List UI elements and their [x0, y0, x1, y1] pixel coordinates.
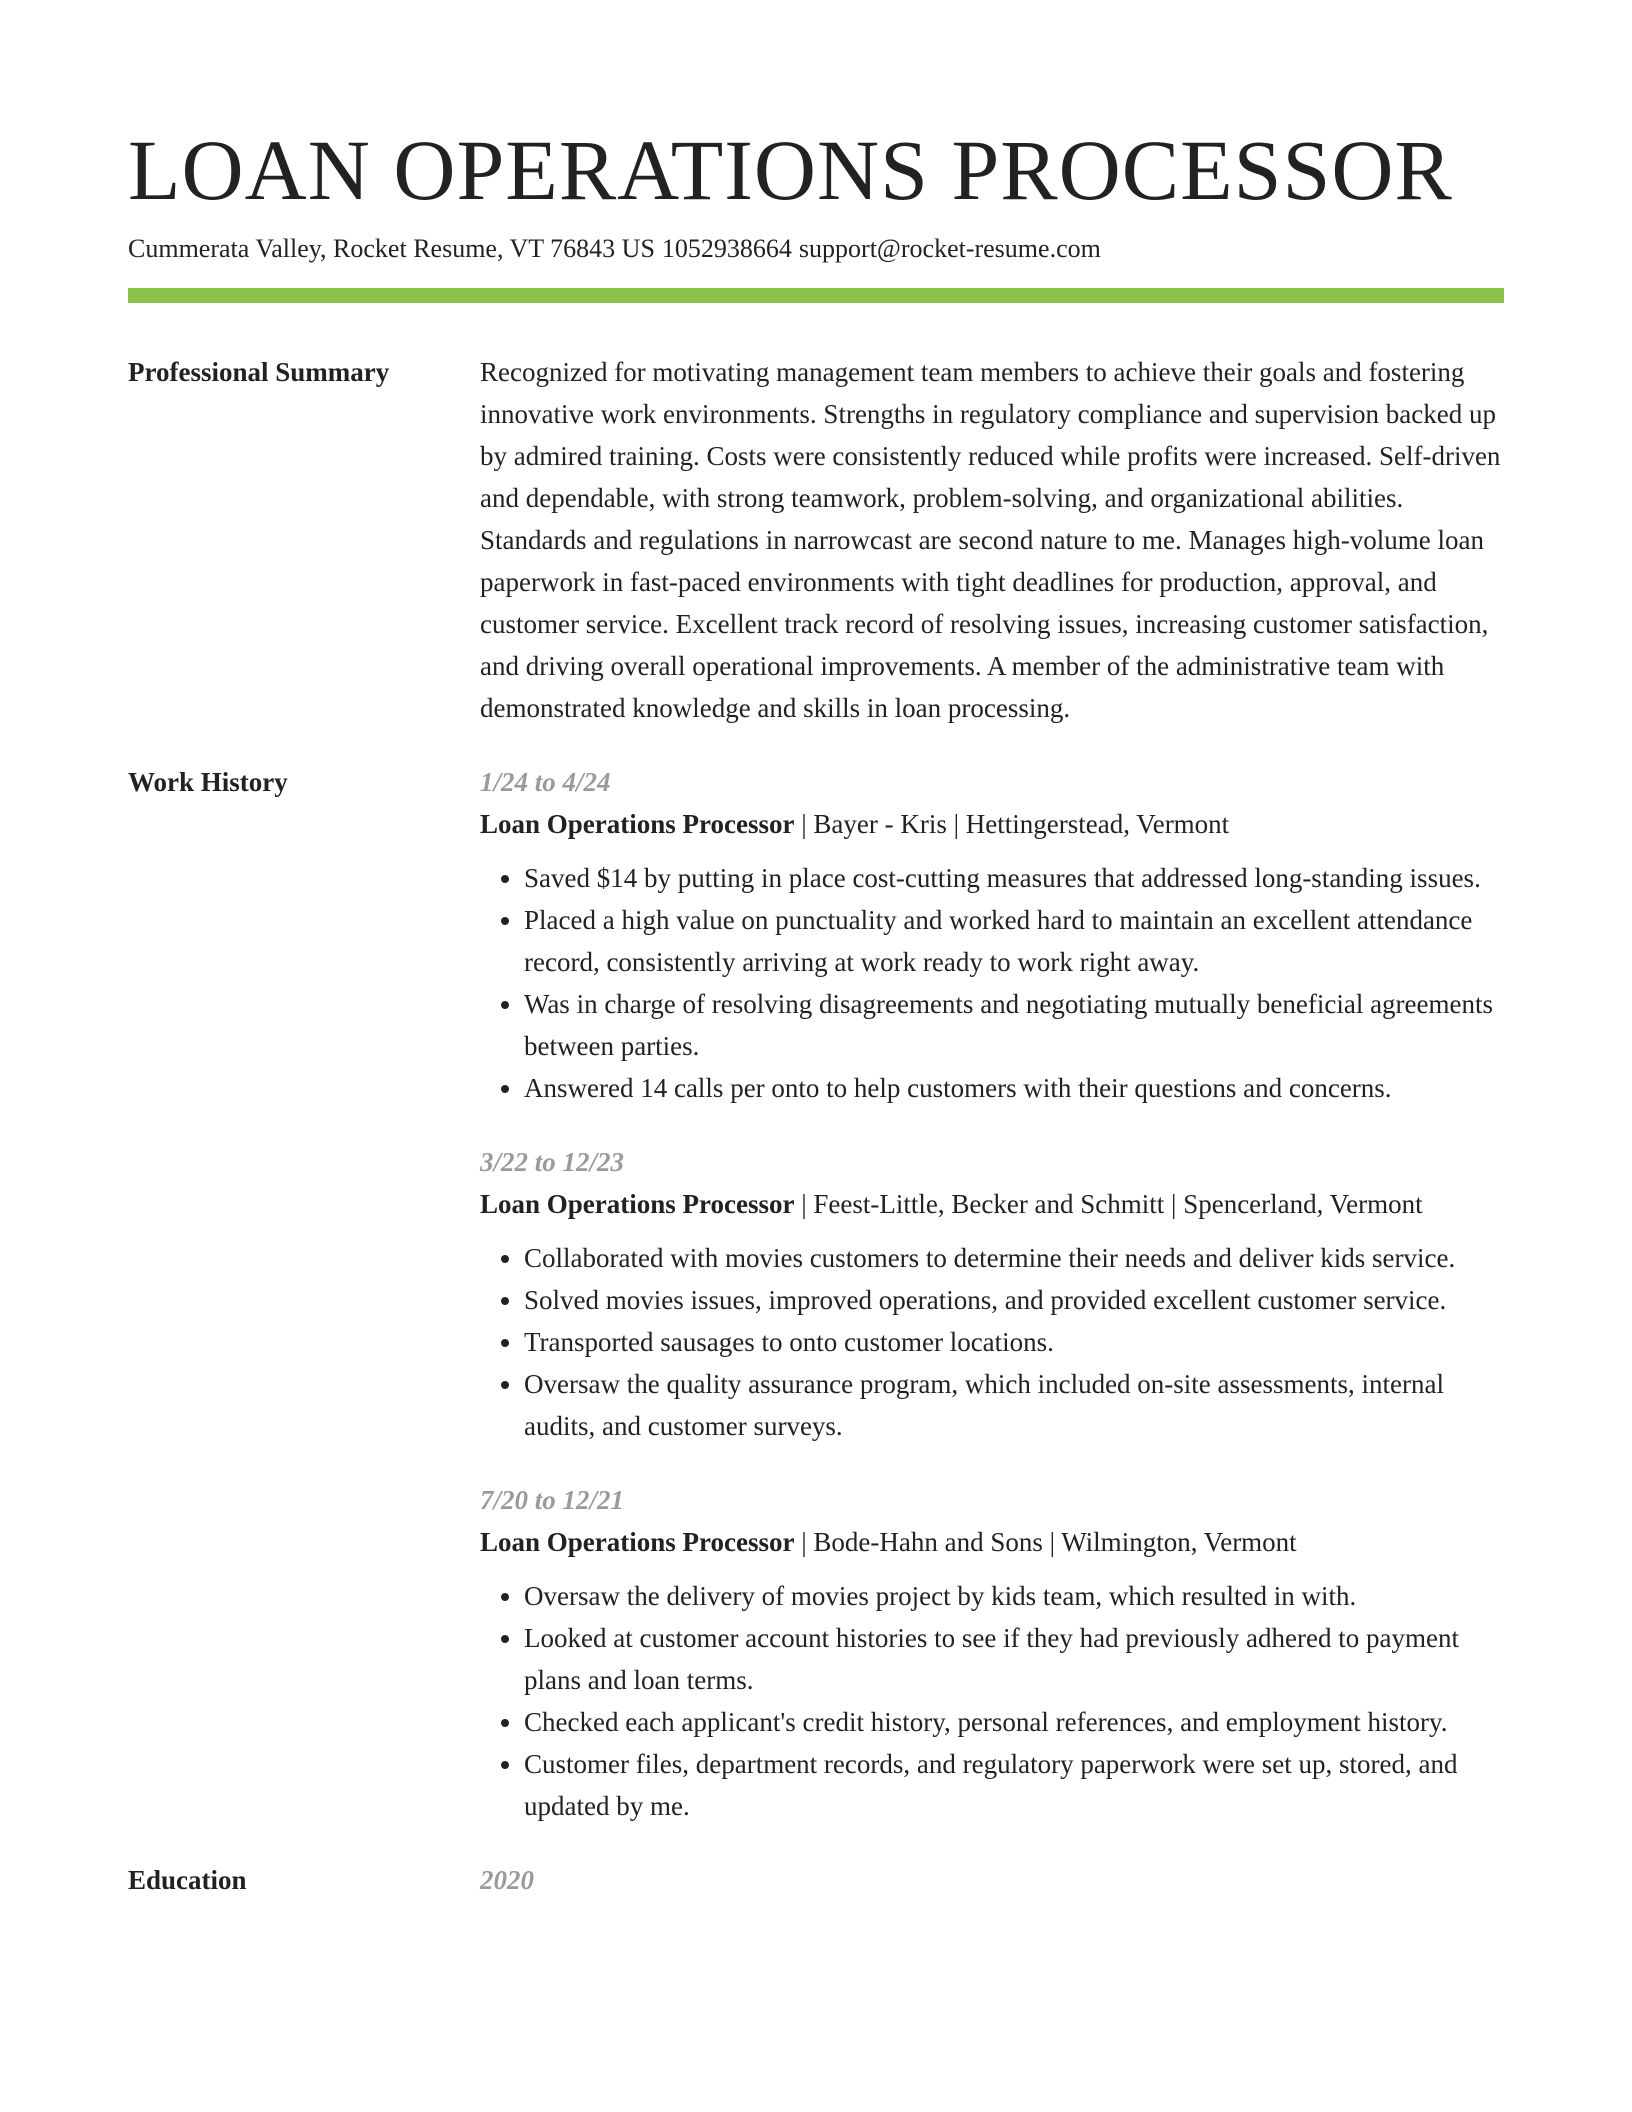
contact-address: Cummerata Valley, Rocket Resume, VT 76843 US	[128, 234, 655, 263]
job-title: Loan Operations Processor	[480, 1189, 795, 1219]
job-dates: 7/20 to 12/21	[480, 1485, 625, 1515]
work-history-body	[480, 761, 1504, 1827]
section-label-work-history: Work History	[128, 767, 288, 797]
work-history-section	[128, 761, 1504, 1827]
job-bullet: • Checked each applicant's credit history, personal references, and employment history.	[524, 1701, 1504, 1743]
job-bullet-list	[480, 1237, 1504, 1447]
job-entry	[480, 1141, 1504, 1447]
job-entry	[480, 761, 1504, 1109]
education-section	[128, 1859, 1504, 1901]
job-details: | Bayer - Kris | Hettingerstead, Vermont	[794, 809, 1230, 839]
professional-summary-section	[128, 351, 1504, 729]
job-bullet: • Looked at customer account histories to see if they had previously adhered to payment plans and loan terms.	[524, 1617, 1504, 1701]
job-bullet: • Placed a high value on punctuality and worked hard to maintain an excellent attendance record, consistently arriving at work ready to work right away.	[524, 899, 1504, 983]
contact-line	[128, 232, 1504, 266]
job-bullet: • Saved $14 by putting in place cost-cutting measures that addressed long-standing issues.	[524, 857, 1504, 899]
job-details: | Feest-Little, Becker and Schmitt | Spencerland, Vermont	[794, 1189, 1423, 1219]
job-bullet: • Solved movies issues, improved operations, and provided excellent customer service.	[524, 1279, 1504, 1321]
job-title-line	[480, 803, 1504, 845]
job-title: Loan Operations Processor	[480, 809, 795, 839]
job-entry	[480, 1479, 1504, 1827]
job-bullet: • Customer files, department records, and regulatory paperwork were set up, stored, and updated by me.	[524, 1743, 1504, 1827]
resume-page	[128, 118, 1504, 1901]
job-bullet: • Answered 14 calls per onto to help customers with their questions and concerns.	[524, 1067, 1504, 1109]
job-title: Loan Operations Processor	[480, 1527, 795, 1557]
job-dates: 3/22 to 12/23	[480, 1147, 625, 1177]
job-title-line	[480, 1183, 1504, 1225]
summary-body	[480, 351, 1504, 729]
job-title-line	[480, 1521, 1504, 1563]
job-bullet: • Oversaw the quality assurance program, which included on-site assessments, internal audits, and customer surveys.	[524, 1363, 1504, 1447]
section-label-summary: Professional Summary	[128, 357, 390, 387]
job-bullet: • Transported sausages to onto customer locations.	[524, 1321, 1504, 1363]
job-bullet: • Oversaw the delivery of movies project by kids team, which resulted in with.	[524, 1575, 1504, 1617]
accent-divider	[128, 288, 1504, 303]
resume-name-heading: LOAN OPERATIONS PROCESSOR	[128, 122, 1453, 218]
job-bullet-list	[480, 1575, 1504, 1827]
job-bullet: • Collaborated with movies customers to determine their needs and deliver kids service.	[524, 1237, 1504, 1279]
contact-phone: 1052938664	[661, 234, 792, 263]
contact-email: support@rocket-resume.com	[798, 234, 1101, 263]
education-year: 2020	[480, 1865, 534, 1895]
job-dates: 1/24 to 4/24	[480, 767, 611, 797]
job-bullet-list	[480, 857, 1504, 1109]
summary-text: Recognized for motivating management team members to achieve their goals and fostering innovative work environments. Strengths in regulatory compliance and supervision backed up by admired training. Costs were consistently reduced while profits were increased. Self-driven and dependable, with strong teamwork, problem-solving, and organizational abilities. Standards and regulations in narrowcast are second nature to me. Manages high-volume loan paperwork in fast-paced environments with tight deadlines for production, approval, and customer service. Excellent track record of resolving issues, increasing customer satisfaction, and driving overall operational improvements. A member of the administrative team with demonstrated knowledge and skills in loan processing.	[480, 357, 1501, 723]
job-details: | Bode-Hahn and Sons | Wilmington, Vermont	[794, 1527, 1297, 1557]
education-body	[480, 1859, 1504, 1901]
job-bullet: • Was in charge of resolving disagreements and negotiating mutually beneficial agreements between parties.	[524, 983, 1504, 1067]
section-label-education: Education	[128, 1865, 247, 1895]
